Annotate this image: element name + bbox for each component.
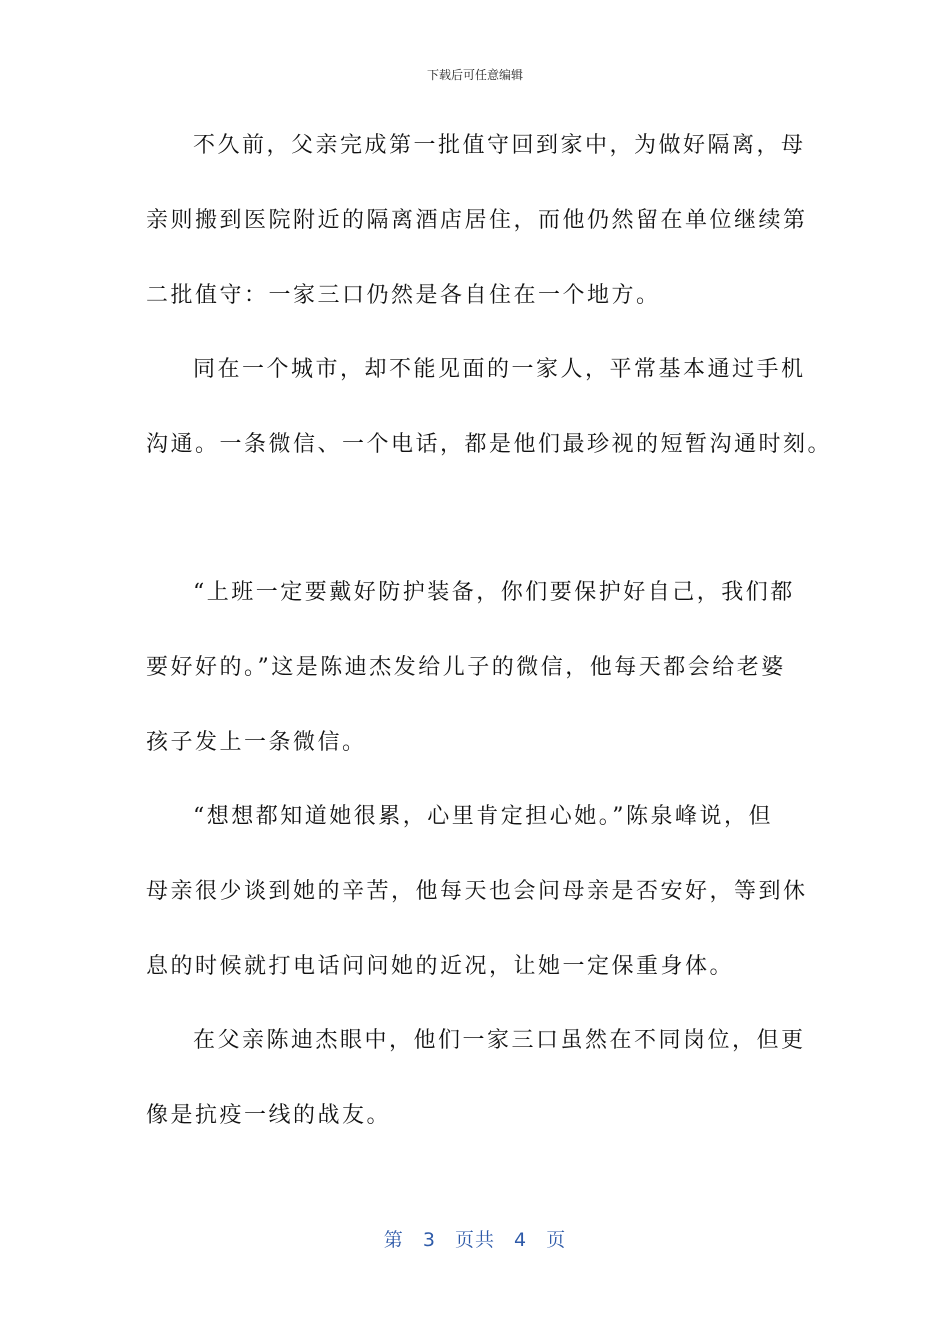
paragraph-line: 像是抗疫一线的战友。: [146, 1103, 392, 1128]
paragraph-line: 同在一个城市，却不能见面的一家人，平常基本通过手机: [193, 357, 806, 382]
total-page-number: 4: [514, 1229, 528, 1251]
footer-prefix: 第: [383, 1229, 404, 1251]
paragraph-line: 亲则搬到医院附近的隔离酒店居住，而他仍然留在单位继续第: [146, 208, 808, 233]
paragraph-line: 息的时候就打电话问问她的近况，让她一定保重身体。: [146, 954, 735, 979]
paragraph-line: 不久前，父亲完成第一批值守回到家中，为做好隔离，母: [193, 133, 806, 158]
paragraph-line: 二批值守：一家三口仍然是各自住在一个地方。: [146, 283, 661, 308]
page-number-footer: [0, 1225, 950, 1252]
current-page-number: 3: [422, 1229, 436, 1251]
page-header: 下载后可任意编辑: [426, 68, 523, 82]
footer-suffix: 页: [546, 1229, 567, 1251]
footer-middle: 页共: [454, 1229, 495, 1251]
paragraph-line: 母亲很少谈到她的辛苦，他每天也会问母亲是否安好，等到休: [146, 879, 808, 904]
paragraph-line: “想想都知道她很累，心里肯定担心她。”陈泉峰说，但: [193, 804, 773, 829]
paragraph-line: 沟通。一条微信、一个电话，都是他们最珍视的短暂沟通时刻。: [146, 432, 833, 457]
paragraph-line: “上班一定要戴好防护装备，你们要保护好自己，我们都: [193, 580, 795, 605]
paragraph-line: 孩子发上一条微信。: [146, 730, 367, 755]
paragraph-line: 要好好的。”这是陈迪杰发给儿子的微信，他每天都会给老婆: [146, 655, 786, 680]
paragraph-line: 在父亲陈迪杰眼中，他们一家三口虽然在不同岗位，但更: [193, 1028, 806, 1053]
